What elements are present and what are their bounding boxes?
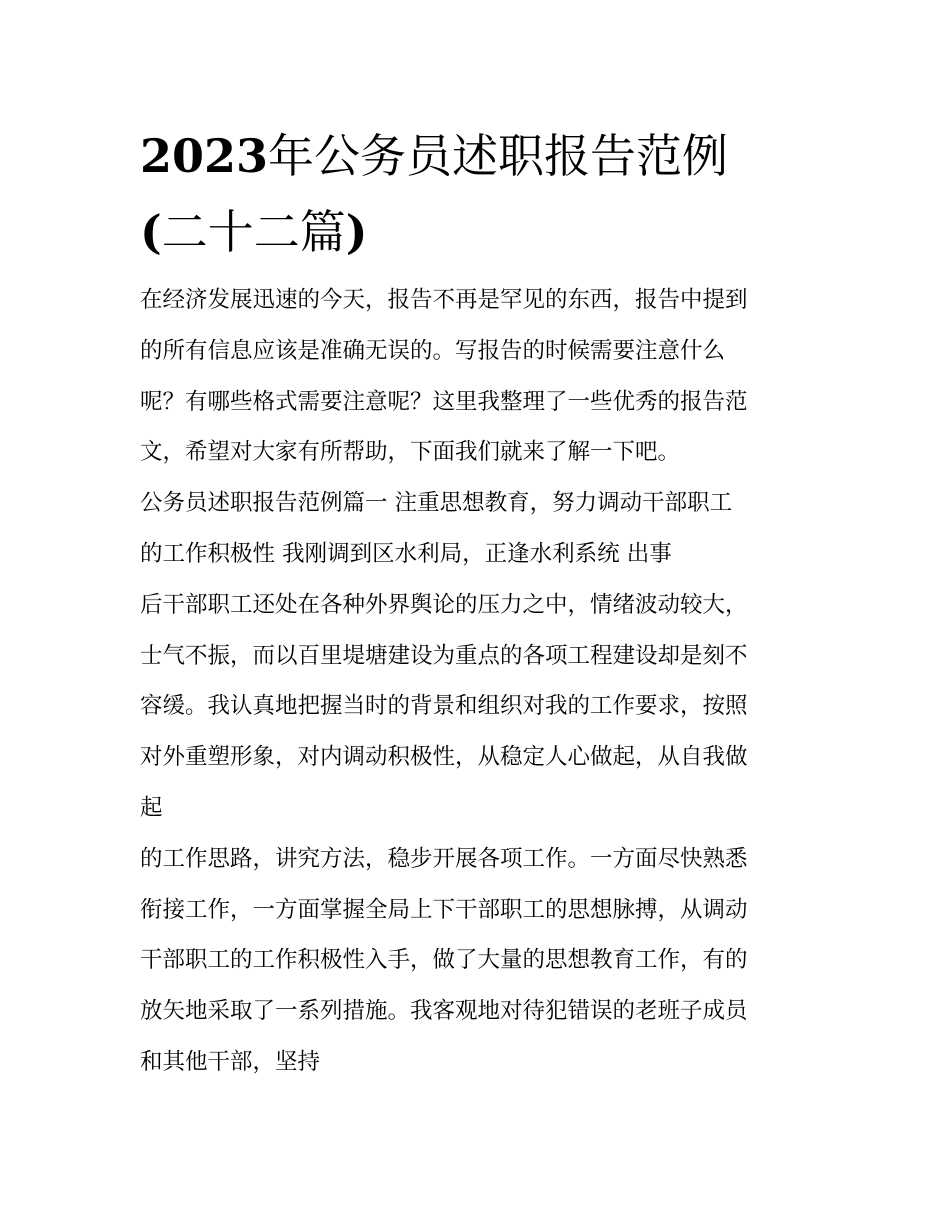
body-line: 呢？有哪些格式需要注意呢？这里我整理了一些优秀的报告范 (140, 388, 748, 415)
body-line: 和其他干部，坚持 (140, 1048, 321, 1075)
body-line: 后干部职工还处在各种外界舆论的压力之中，情绪波动较大， (140, 591, 748, 618)
body-line: 对外重塑形象，对内调动积极性，从稳定人心做起，从自我做 (140, 744, 748, 771)
body-line: 的工作积极性 我刚调到区水利局，正逢水利系统 出事 (140, 540, 672, 567)
document-body (140, 280, 830, 1093)
body-line: 容缓。我认真地把握当时的背景和组织对我的工作要求，按照 (140, 693, 748, 720)
body-line: 干部职工的工作积极性入手，做了大量的思想教育工作，有的 (140, 947, 748, 974)
body-line: 起 (140, 794, 163, 821)
document-title (140, 118, 820, 270)
body-line: 衔接工作，一方面掌握全局上下干部职工的思想脉搏，从调动 (140, 896, 748, 923)
body-line: 在经济发展迅速的今天，报告不再是罕见的东西，报告中提到 (140, 287, 748, 313)
title-line-1 (140, 118, 820, 194)
body-line: 文，希望对大家有所帮助，下面我们就来了解一下吧。 (140, 439, 681, 466)
title-year: 2023 (140, 129, 269, 183)
body-line: 公务员述职报告范例篇一 注重思想教育，努力调动干部职工 (140, 490, 733, 517)
body-line: 的工作思路，讲究方法，稳步开展各项工作。一方面尽快熟悉 (140, 845, 748, 872)
body-line: 士气不振，而以百里堤塘建设为重点的各项工程建设却是刻不 (140, 642, 748, 669)
body-line: 的所有信息应该是准确无误的。写报告的时候需要注意什么 (140, 337, 726, 364)
title-open-paren: ( (140, 205, 162, 259)
title-count: 二十二篇 (161, 205, 346, 259)
title-line-2 (140, 194, 820, 270)
title-text: 年公务员述职报告范例 (268, 129, 729, 183)
body-line: 放矢地采取了一系列措施。我客观地对待犯错误的老班子成员 (140, 998, 748, 1025)
title-close-paren: ) (345, 205, 368, 259)
